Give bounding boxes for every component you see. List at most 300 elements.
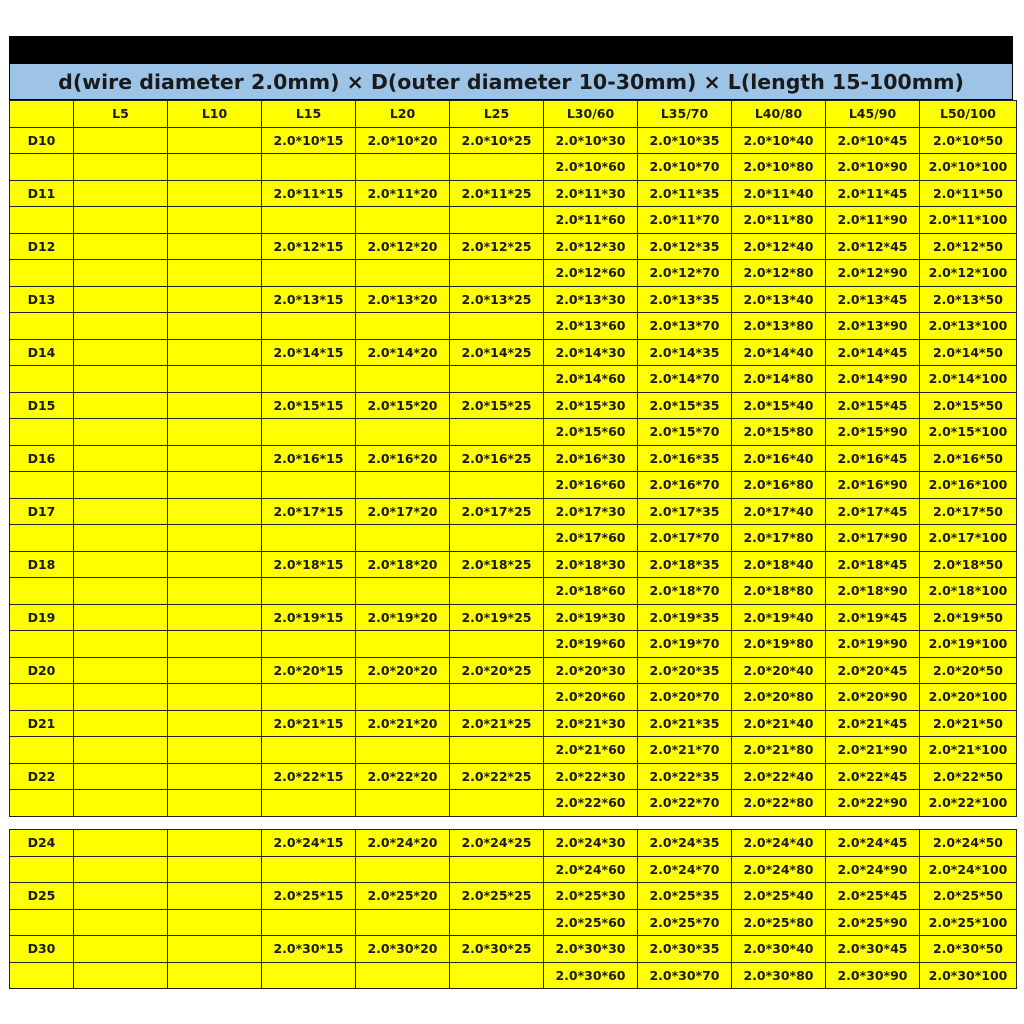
row-label-cell: [10, 207, 74, 234]
table-cell: 2.0*10*35: [638, 127, 732, 154]
table-cell: [74, 551, 168, 578]
table-row: [10, 498, 1017, 525]
table-cell: [450, 962, 544, 989]
table-cell: 2.0*16*50: [920, 445, 1017, 472]
table-cell: 2.0*11*35: [638, 180, 732, 207]
table-cell: [74, 830, 168, 857]
table-cell: 2.0*16*20: [356, 445, 450, 472]
table-row: [10, 856, 1017, 883]
table-cell: 2.0*13*90: [826, 313, 920, 340]
table-cell: 2.0*11*90: [826, 207, 920, 234]
table-cell: 2.0*24*40: [732, 830, 826, 857]
table-cell: 2.0*24*70: [638, 856, 732, 883]
table-cell: 2.0*30*25: [450, 936, 544, 963]
table-cell: [74, 498, 168, 525]
row-label-cell: D19: [10, 604, 74, 631]
table-cell: 2.0*10*40: [732, 127, 826, 154]
table-cell: 2.0*25*50: [920, 883, 1017, 910]
table-cell: 2.0*10*70: [638, 154, 732, 181]
table-cell: 2.0*10*90: [826, 154, 920, 181]
table-row: [10, 445, 1017, 472]
table-cell: [168, 883, 262, 910]
table-cell: 2.0*22*100: [920, 790, 1017, 817]
table-cell: 2.0*13*15: [262, 286, 356, 313]
table-cell: [74, 207, 168, 234]
table-cell: [168, 684, 262, 711]
table-cell: 2.0*11*100: [920, 207, 1017, 234]
table-cell: 2.0*20*45: [826, 657, 920, 684]
table-cell: 2.0*21*100: [920, 737, 1017, 764]
table-row: [10, 737, 1017, 764]
table-row: [10, 180, 1017, 207]
spec-title: d(wire diameter 2.0mm) × D(outer diameter 10-30mm) × L(length 15-100mm): [9, 63, 1013, 100]
table-cell: 2.0*10*45: [826, 127, 920, 154]
table-cell: 2.0*30*35: [638, 936, 732, 963]
table-cell: 2.0*22*40: [732, 763, 826, 790]
table-cell: 2.0*13*80: [732, 313, 826, 340]
table-cell: [74, 472, 168, 499]
table-cell: [74, 313, 168, 340]
table-cell: 2.0*17*90: [826, 525, 920, 552]
row-label-cell: D10: [10, 127, 74, 154]
row-label-cell: [10, 366, 74, 393]
table-cell: 2.0*18*25: [450, 551, 544, 578]
table-cell: [74, 657, 168, 684]
table-cell: [168, 657, 262, 684]
table-cell: [450, 856, 544, 883]
table-cell: 2.0*15*60: [544, 419, 638, 446]
table-cell: [262, 154, 356, 181]
table-cell: [74, 604, 168, 631]
table-cell: 2.0*22*15: [262, 763, 356, 790]
table-cell: [262, 419, 356, 446]
table-cell: 2.0*10*30: [544, 127, 638, 154]
table-cell: 2.0*17*25: [450, 498, 544, 525]
table-cell: 2.0*25*20: [356, 883, 450, 910]
table-row: [10, 962, 1017, 989]
table-cell: L50/100: [920, 101, 1017, 128]
table-cell: 2.0*30*45: [826, 936, 920, 963]
table-cell: [168, 710, 262, 737]
row-label-cell: [10, 154, 74, 181]
table-cell: [450, 419, 544, 446]
table-cell: 2.0*20*25: [450, 657, 544, 684]
table-cell: [74, 366, 168, 393]
table-cell: [168, 856, 262, 883]
table-cell: 2.0*25*80: [732, 909, 826, 936]
table-cell: [356, 856, 450, 883]
table-cell: [356, 962, 450, 989]
table-cell: 2.0*17*20: [356, 498, 450, 525]
table-cell: [450, 684, 544, 711]
table-cell: 2.0*21*15: [262, 710, 356, 737]
table-cell: 2.0*19*50: [920, 604, 1017, 631]
table-cell: [262, 962, 356, 989]
table-cell: 2.0*21*50: [920, 710, 1017, 737]
table-cell: 2.0*13*70: [638, 313, 732, 340]
table-cell: [168, 392, 262, 419]
table-cell: L30/60: [544, 101, 638, 128]
table-cell: L40/80: [732, 101, 826, 128]
table-row: [10, 936, 1017, 963]
table-cell: [450, 578, 544, 605]
table-cell: 2.0*30*20: [356, 936, 450, 963]
table-cell: 2.0*18*80: [732, 578, 826, 605]
table-cell: [74, 180, 168, 207]
table-cell: 2.0*10*100: [920, 154, 1017, 181]
row-label-cell: D30: [10, 936, 74, 963]
table-cell: 2.0*18*40: [732, 551, 826, 578]
table-cell: 2.0*20*70: [638, 684, 732, 711]
table-cell: 2.0*22*25: [450, 763, 544, 790]
row-label-cell: [10, 525, 74, 552]
table-cell: [450, 909, 544, 936]
table-cell: 2.0*11*15: [262, 180, 356, 207]
table-cell: [262, 631, 356, 658]
table-cell: 2.0*17*80: [732, 525, 826, 552]
table-cell: 2.0*25*30: [544, 883, 638, 910]
table-cell: 2.0*13*35: [638, 286, 732, 313]
table-cell: [74, 909, 168, 936]
table-row: [10, 366, 1017, 393]
table-cell: 2.0*25*40: [732, 883, 826, 910]
table-cell: 2.0*30*50: [920, 936, 1017, 963]
table-cell: 2.0*20*35: [638, 657, 732, 684]
table-row: [10, 604, 1017, 631]
table-cell: 2.0*16*25: [450, 445, 544, 472]
table-cell: 2.0*16*35: [638, 445, 732, 472]
table-cell: 2.0*25*45: [826, 883, 920, 910]
table-cell: 2.0*15*45: [826, 392, 920, 419]
table-cell: [450, 313, 544, 340]
table-cell: 2.0*14*60: [544, 366, 638, 393]
table-cell: 2.0*24*25: [450, 830, 544, 857]
table-cell: [74, 233, 168, 260]
table-cell: 2.0*14*15: [262, 339, 356, 366]
table-cell: 2.0*20*40: [732, 657, 826, 684]
table-cell: 2.0*24*20: [356, 830, 450, 857]
table-cell: 2.0*14*35: [638, 339, 732, 366]
table-cell: 2.0*30*30: [544, 936, 638, 963]
table-cell: [450, 737, 544, 764]
table-cell: [450, 154, 544, 181]
table-cell: 2.0*21*25: [450, 710, 544, 737]
table-cell: [356, 419, 450, 446]
table-cell: [168, 962, 262, 989]
table-cell: 2.0*22*50: [920, 763, 1017, 790]
table-cell: 2.0*10*80: [732, 154, 826, 181]
table-cell: [168, 936, 262, 963]
table-cell: [168, 339, 262, 366]
table-cell: [356, 154, 450, 181]
table-cell: [450, 525, 544, 552]
table-cell: 2.0*24*60: [544, 856, 638, 883]
table-cell: 2.0*24*90: [826, 856, 920, 883]
table-cell: 2.0*19*40: [732, 604, 826, 631]
table-cell: 2.0*22*80: [732, 790, 826, 817]
table-cell: 2.0*19*30: [544, 604, 638, 631]
row-label-cell: [10, 790, 74, 817]
table-cell: [74, 737, 168, 764]
table-cell: [168, 286, 262, 313]
table-cell: [262, 856, 356, 883]
table-cell: 2.0*13*100: [920, 313, 1017, 340]
table-cell: 2.0*17*40: [732, 498, 826, 525]
table-cell: 2.0*15*80: [732, 419, 826, 446]
table-cell: 2.0*21*90: [826, 737, 920, 764]
table-cell: 2.0*15*100: [920, 419, 1017, 446]
table-cell: 2.0*12*90: [826, 260, 920, 287]
table-cell: 2.0*30*100: [920, 962, 1017, 989]
table-cell: 2.0*16*15: [262, 445, 356, 472]
table-cell: 2.0*18*35: [638, 551, 732, 578]
table-row: [10, 657, 1017, 684]
table-cell: 2.0*15*35: [638, 392, 732, 419]
table-cell: 2.0*24*45: [826, 830, 920, 857]
table-cell: 2.0*21*80: [732, 737, 826, 764]
table-cell: [356, 631, 450, 658]
table-cell: 2.0*22*35: [638, 763, 732, 790]
table-cell: 2.0*24*30: [544, 830, 638, 857]
table-cell: 2.0*22*90: [826, 790, 920, 817]
table-row: [10, 883, 1017, 910]
table-cell: 2.0*12*30: [544, 233, 638, 260]
table-cell: 2.0*30*70: [638, 962, 732, 989]
table-cell: L25: [450, 101, 544, 128]
table-cell: 2.0*20*100: [920, 684, 1017, 711]
table-cell: 2.0*16*100: [920, 472, 1017, 499]
row-label-cell: D16: [10, 445, 74, 472]
table-cell: 2.0*25*70: [638, 909, 732, 936]
table-cell: 2.0*17*70: [638, 525, 732, 552]
table-cell: 2.0*10*25: [450, 127, 544, 154]
table-cell: 2.0*11*30: [544, 180, 638, 207]
table-cell: 2.0*14*90: [826, 366, 920, 393]
table-cell: [168, 498, 262, 525]
table-cell: 2.0*15*50: [920, 392, 1017, 419]
table-cell: 2.0*16*60: [544, 472, 638, 499]
table-cell: [168, 419, 262, 446]
table-cell: [168, 207, 262, 234]
table-cell: 2.0*14*80: [732, 366, 826, 393]
row-label-cell: D12: [10, 233, 74, 260]
table-cell: [356, 260, 450, 287]
table-cell: 2.0*11*60: [544, 207, 638, 234]
table-cell: [450, 472, 544, 499]
table-cell: 2.0*12*45: [826, 233, 920, 260]
top-black-bar: [9, 36, 1013, 63]
table-cell: 2.0*24*100: [920, 856, 1017, 883]
table-cell: [168, 366, 262, 393]
table-row: [10, 419, 1017, 446]
row-label-cell: D13: [10, 286, 74, 313]
row-label-cell: [10, 962, 74, 989]
table-cell: [262, 260, 356, 287]
table-cell: [450, 207, 544, 234]
table-row: [10, 392, 1017, 419]
table-cell: 2.0*14*30: [544, 339, 638, 366]
table-cell: [356, 578, 450, 605]
table-row: [10, 909, 1017, 936]
table-cell: 2.0*14*45: [826, 339, 920, 366]
table-cell: [450, 790, 544, 817]
table-row: [10, 127, 1017, 154]
table-cell: [74, 286, 168, 313]
table-cell: 2.0*14*40: [732, 339, 826, 366]
table-cell: 2.0*25*100: [920, 909, 1017, 936]
table-cell: 2.0*18*90: [826, 578, 920, 605]
spec-table-extra: [9, 829, 1017, 989]
table-cell: 2.0*13*40: [732, 286, 826, 313]
table-cell: 2.0*18*15: [262, 551, 356, 578]
table-cell: [168, 763, 262, 790]
table-cell: [74, 127, 168, 154]
table-cell: [168, 578, 262, 605]
table-row: [10, 551, 1017, 578]
table-cell: 2.0*13*30: [544, 286, 638, 313]
row-label-cell: [10, 260, 74, 287]
table-cell: 2.0*17*60: [544, 525, 638, 552]
table-cell: [168, 525, 262, 552]
table-cell: [356, 313, 450, 340]
table-row: [10, 578, 1017, 605]
header-row: [10, 101, 1017, 128]
table-cell: 2.0*22*60: [544, 790, 638, 817]
table-cell: [356, 472, 450, 499]
row-label-cell: [10, 578, 74, 605]
table-cell: 2.0*16*80: [732, 472, 826, 499]
table-cell: 2.0*16*40: [732, 445, 826, 472]
table-cell: [74, 856, 168, 883]
table-cell: 2.0*25*35: [638, 883, 732, 910]
table-cell: [168, 631, 262, 658]
table-cell: 2.0*15*40: [732, 392, 826, 419]
table-cell: L35/70: [638, 101, 732, 128]
table-cell: [450, 366, 544, 393]
table-cell: 2.0*10*15: [262, 127, 356, 154]
table-cell: [74, 790, 168, 817]
table-cell: 2.0*20*50: [920, 657, 1017, 684]
table-cell: [74, 763, 168, 790]
table-cell: 2.0*14*70: [638, 366, 732, 393]
table-cell: 2.0*19*100: [920, 631, 1017, 658]
table-cell: 2.0*13*25: [450, 286, 544, 313]
table-cell: 2.0*21*20: [356, 710, 450, 737]
table-cell: 2.0*24*50: [920, 830, 1017, 857]
table-cell: 2.0*17*100: [920, 525, 1017, 552]
table-cell: [74, 578, 168, 605]
table-row: [10, 207, 1017, 234]
table-cell: L45/90: [826, 101, 920, 128]
table-cell: 2.0*19*60: [544, 631, 638, 658]
table-cell: 2.0*10*50: [920, 127, 1017, 154]
table-cell: 2.0*24*80: [732, 856, 826, 883]
table-cell: 2.0*19*70: [638, 631, 732, 658]
table-cell: 2.0*20*80: [732, 684, 826, 711]
table-cell: 2.0*18*30: [544, 551, 638, 578]
table-cell: [262, 472, 356, 499]
table-cell: [74, 631, 168, 658]
table-cell: 2.0*15*15: [262, 392, 356, 419]
table-cell: L10: [168, 101, 262, 128]
table-cell: 2.0*12*25: [450, 233, 544, 260]
row-label-cell: D20: [10, 657, 74, 684]
table-cell: 2.0*18*20: [356, 551, 450, 578]
table-cell: [168, 909, 262, 936]
table-cell: L5: [74, 101, 168, 128]
table-cell: [74, 445, 168, 472]
table-cell: 2.0*17*15: [262, 498, 356, 525]
table-cell: 2.0*30*80: [732, 962, 826, 989]
table-cell: 2.0*17*50: [920, 498, 1017, 525]
table-cell: [262, 207, 356, 234]
table-cell: 2.0*12*80: [732, 260, 826, 287]
row-label-cell: D22: [10, 763, 74, 790]
table-row: [10, 472, 1017, 499]
table-cell: 2.0*21*30: [544, 710, 638, 737]
table-cell: [168, 260, 262, 287]
table-cell: 2.0*12*50: [920, 233, 1017, 260]
table-row: [10, 154, 1017, 181]
table-cell: 2.0*12*35: [638, 233, 732, 260]
row-label-cell: [10, 419, 74, 446]
table-row: [10, 710, 1017, 737]
row-label-cell: [10, 909, 74, 936]
table-cell: [262, 525, 356, 552]
table-cell: 2.0*11*45: [826, 180, 920, 207]
table-cell: 2.0*30*90: [826, 962, 920, 989]
table-cell: [450, 260, 544, 287]
row-label-cell: D21: [10, 710, 74, 737]
row-label-cell: [10, 313, 74, 340]
table-cell: 2.0*13*60: [544, 313, 638, 340]
table-cell: [168, 472, 262, 499]
table-row: [10, 631, 1017, 658]
table-row: [10, 286, 1017, 313]
table-cell: 2.0*13*45: [826, 286, 920, 313]
table-cell: 2.0*30*15: [262, 936, 356, 963]
table-cell: 2.0*17*45: [826, 498, 920, 525]
row-label-cell: D18: [10, 551, 74, 578]
table-cell: 2.0*24*35: [638, 830, 732, 857]
table-cell: L15: [262, 101, 356, 128]
table-cell: [168, 127, 262, 154]
table-cell: [262, 737, 356, 764]
table-cell: [168, 445, 262, 472]
table-cell: [356, 790, 450, 817]
table-cell: [74, 710, 168, 737]
table-cell: [356, 207, 450, 234]
table-cell: [168, 551, 262, 578]
table-cell: 2.0*16*45: [826, 445, 920, 472]
table-cell: 2.0*22*30: [544, 763, 638, 790]
table-cell: [168, 737, 262, 764]
row-label-cell: D15: [10, 392, 74, 419]
table-cell: 2.0*12*70: [638, 260, 732, 287]
table-cell: [168, 313, 262, 340]
table-cell: 2.0*20*90: [826, 684, 920, 711]
row-label-cell: [10, 101, 74, 128]
table-cell: 2.0*11*20: [356, 180, 450, 207]
table-cell: 2.0*14*100: [920, 366, 1017, 393]
table-cell: 2.0*25*15: [262, 883, 356, 910]
table-cell: [74, 419, 168, 446]
table-cell: 2.0*20*30: [544, 657, 638, 684]
table-cell: 2.0*13*20: [356, 286, 450, 313]
table-cell: [74, 339, 168, 366]
table-cell: [262, 909, 356, 936]
table-cell: 2.0*10*20: [356, 127, 450, 154]
